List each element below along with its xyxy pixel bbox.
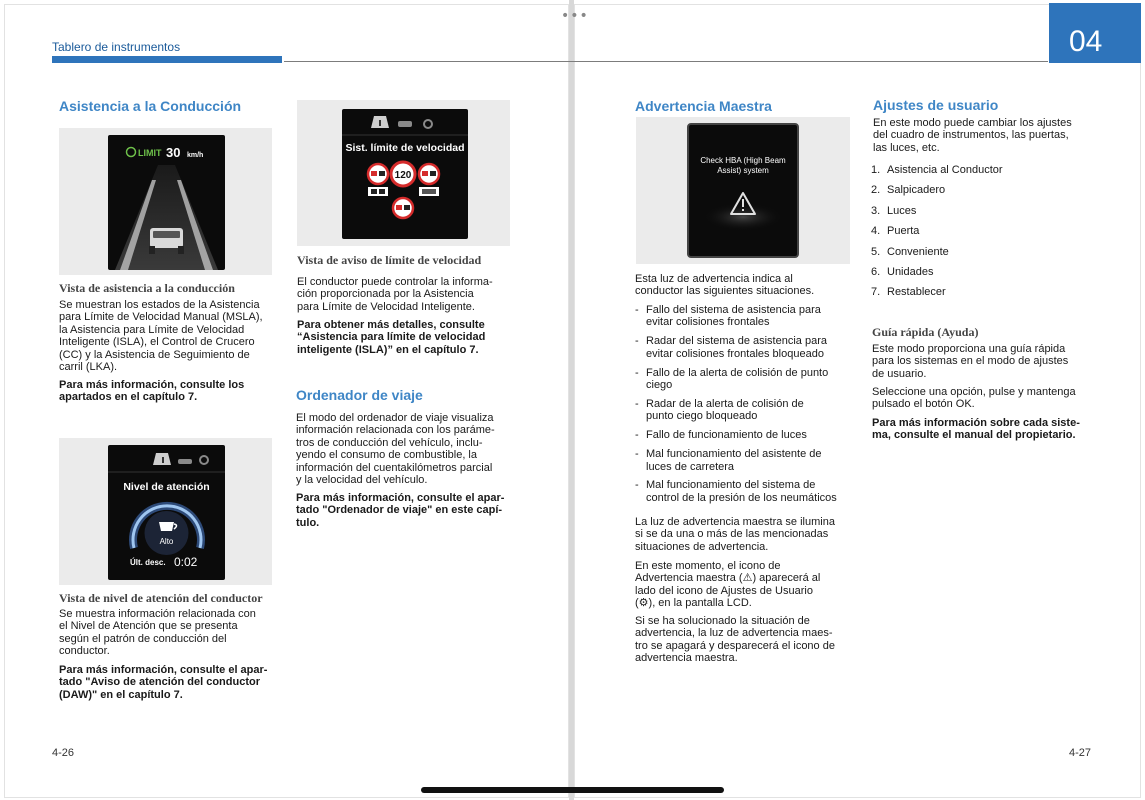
no-overtaking-sign-right-icon [419, 164, 439, 184]
list-item: - Mal funcionamiento del asistente de luces de carretera [635, 448, 822, 473]
section-header-title: Tablero de instrumentos [52, 40, 181, 54]
body-driving-assist: Se muestran los estados de la Asistencia para Límite de Velocidad Manual (MSLA), la Asistencia para Límite de Velocidad Inteligente (ISLA), el Control de Crucero (CC) y la Asistencia de Seguimiento de carril (LKA). [59, 299, 263, 374]
heading-trip-computer: Ordenador de viaje [296, 387, 423, 403]
list-item: 2. Salpicadero [871, 184, 946, 197]
header-accent-bar [52, 56, 282, 63]
list-item: 7. Restablecer [871, 286, 946, 299]
last-rest-label: Últ. desc. [130, 558, 166, 567]
list-item: - Radar del sistema de asistencia para evitar colisiones frontales bloqueado [635, 335, 827, 360]
body-quick-guide-2: Seleccione una opción, pulse y mantenga pulsado el botón OK. [872, 386, 1076, 411]
list-item: 3. Luces [871, 204, 917, 217]
list-item: - Mal funcionamiento del sistema de control de la presión de los neumáticos [635, 479, 837, 504]
body-trip-computer: El modo del ordenador de viaje visualiza información relacionada con los paráme- tros de conducción del vehículo, inclu- yendo el consumo de combustible, la información del cuentakilómetros parcial y la velocidad del vehículo. [296, 412, 495, 487]
speed-limit-graphic [342, 109, 468, 239]
driving-assist-figure [59, 128, 272, 275]
master-warning-message-line1: Check HBA (High Beam [700, 156, 786, 165]
no-overtaking-sign-bottom-icon [393, 198, 413, 218]
attention-title: Nivel de atención [123, 481, 210, 493]
master-warning-figure [636, 117, 850, 264]
speed-limit-screen [342, 109, 468, 239]
attention-figure [59, 438, 272, 585]
speed-limit-sign-icon [391, 162, 415, 186]
para-master-warning-3: Si se ha solucionado la situación de advertencia, la luz de advertencia maes- tro se apagará y desparecerá el icono de advertencia maestra. [635, 615, 835, 665]
list-item: - Radar de la alerta de colisión de punto ciego bloqueado [635, 397, 804, 423]
last-rest-time: 0:02 [174, 555, 198, 569]
attention-level: Alto [159, 537, 174, 546]
more-options-icon[interactable]: ••• [561, 8, 589, 24]
master-warning-screen [687, 123, 799, 258]
note-user-settings: Para más información sobre cada siste- ma, consulte el manual del propietario. [872, 417, 1080, 442]
caption-attention: Vista de nivel de atención del conductor [59, 591, 263, 605]
heading-driving-assist: Asistencia a la Conducción [59, 98, 242, 114]
heading-quick-guide: Guía rápida (Ayuda) [872, 325, 979, 339]
para-master-warning-2: En este momento, el icono de Advertencia maestra (⚠) aparecerá al lado del icono de Ajustes de Usuario (⚙), en la pantalla LCD. [635, 560, 821, 610]
cluster-screen [108, 135, 225, 270]
page-spine [569, 0, 574, 800]
list-item: - Fallo de la alerta de colisión de punto ciego [635, 366, 829, 392]
home-indicator[interactable] [421, 787, 724, 793]
attention-screen [108, 445, 225, 580]
body-speed-limit: El conductor puede controlar la informa- ción proporcionada por la Asistencia para Límite de Velocidad Inteligente. [297, 276, 493, 313]
heading-user-settings: Ajustes de usuario [873, 97, 999, 113]
limit-label: LIMIT [138, 148, 162, 158]
speed-sign-value: 120 [394, 170, 412, 181]
list-item: 6. Unidades [871, 265, 934, 278]
note-attention: Para más información, consulte el apar- tado "Aviso de atención del conductor (DAW)" en el capítulo 7. [59, 664, 268, 701]
speed-unit: km/h [187, 152, 204, 159]
no-overtaking-sign-left-icon [368, 164, 388, 184]
list-item: 1. Asistencia al Conductor [871, 164, 1003, 176]
page-number-right: 4-27 [1069, 747, 1092, 759]
body-attention: Se muestra información relacionada con el Nivel de Atención que se presenta según el patrón de conducción del conductor. [59, 608, 256, 658]
attention-graphic [108, 445, 225, 580]
master-warning-graphic [689, 125, 797, 256]
intro-user-settings: En este modo puede cambiar los ajustes del cuadro de instrumentos, las puertas, las luces, etc. [873, 117, 1072, 154]
list-item: - Fallo del sistema de asistencia para evitar colisiones frontales [635, 304, 821, 329]
master-warning-list [635, 304, 850, 511]
speed-value: 30 [166, 145, 181, 160]
heading-master-warning: Advertencia Maestra [635, 98, 772, 114]
list-item: - Fallo de funcionamiento de luces [635, 429, 807, 442]
master-warning-message-line2: Assist) system [717, 166, 769, 175]
chapter-number: 04 [1049, 3, 1141, 63]
note-speed-limit: Para obtener más detalles, consulte “Asistencia para límite de velocidad inteligente (ISLA)” en el capítulo 7. [297, 319, 486, 356]
speed-limit-figure [297, 100, 510, 246]
driving-assist-graphic [108, 135, 225, 270]
note-driving-assist: Para más información, consulte los apartados en el capítulo 7. [59, 379, 245, 404]
caption-driving-assist: Vista de asistencia a la conducción [59, 281, 235, 295]
note-trip-computer: Para más información, consulte el apar- tado "Ordenador de viaje" en este capí- tulo. [296, 492, 505, 529]
caption-speed-limit: Vista de aviso de límite de velocidad [297, 253, 482, 267]
para-master-warning-1: La luz de advertencia maestra se ilumina si se da una o más de las mencionadas situaciones de advertencia. [635, 516, 835, 553]
user-settings-list [871, 163, 1087, 306]
page-number-left: 4-26 [52, 747, 75, 759]
body-quick-guide: Este modo proporciona una guía rápida para los sistemas en el modo de ajustes de usuario. [872, 343, 1069, 380]
header-rule [284, 61, 1048, 62]
speed-limit-title: Sist. límite de velocidad [345, 142, 465, 154]
list-item: 4. Puerta [871, 225, 920, 238]
intro-master-warning: Esta luz de advertencia indica al conductor las siguientes situaciones. [635, 273, 815, 298]
list-item: 5. Conveniente [871, 245, 949, 258]
